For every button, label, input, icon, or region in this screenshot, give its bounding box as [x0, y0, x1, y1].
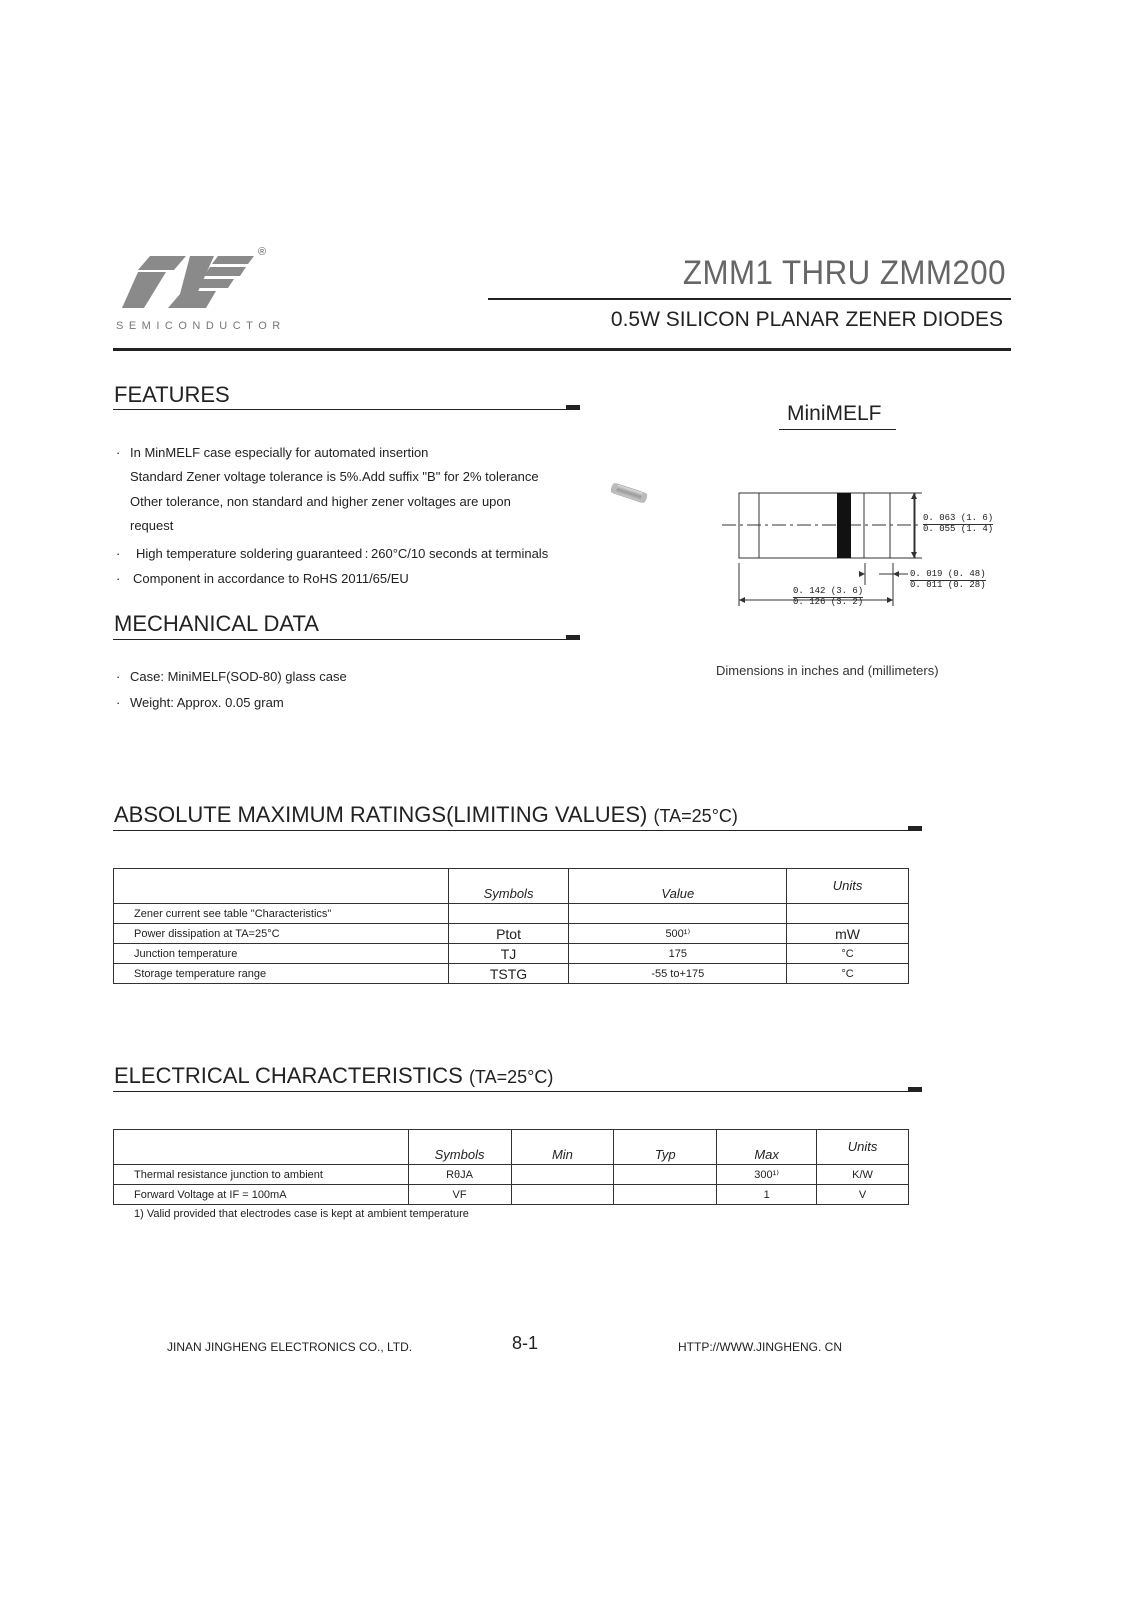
bullet-icon: ·	[116, 695, 121, 710]
dim-end-min: 0. 011 (0. 28)	[910, 580, 986, 590]
typ-cell	[614, 1185, 717, 1205]
features-rule-tab	[566, 405, 580, 410]
mechanical-rule-tab	[566, 635, 580, 640]
table-footnote: 1) Valid provided that electrodes case is kept at ambient temperature	[134, 1208, 469, 1220]
page-number: 8-1	[512, 1333, 539, 1353]
unit-cell: K/W	[817, 1165, 909, 1185]
min-cell	[511, 1165, 614, 1185]
unit-cell: °C	[787, 944, 909, 964]
table-header-row	[114, 869, 909, 904]
ratings-rule-tab	[908, 826, 922, 831]
bullet-icon: ·	[116, 571, 121, 586]
param-cell: Forward Voltage at IF = 100mA	[114, 1185, 409, 1205]
dim-diameter-min: 0. 055 (1. 4)	[923, 524, 994, 534]
typ-cell	[614, 1165, 717, 1185]
unit-cell: V	[817, 1185, 909, 1205]
feature-item: · Component in accordance to RoHS 2011/65/EU	[116, 571, 409, 586]
mechanical-item: · Case: MiniMELF(SOD-80) glass case	[116, 669, 347, 684]
symbol-cell: TSTG	[448, 964, 569, 984]
table-header-row	[114, 1130, 909, 1165]
header-cell: Max	[717, 1130, 817, 1165]
symbol-cell: Ptot	[448, 924, 569, 944]
header-cell: Units	[817, 1130, 909, 1165]
mechanical-item: · Weight: Approx. 0.05 gram	[116, 695, 284, 710]
header-cell: Value	[569, 869, 787, 904]
feature-item: Standard Zener voltage tolerance is 5%.Add suffix "B" for 2% tolerance	[130, 469, 539, 484]
header-rule	[113, 348, 1011, 351]
mechanical-heading: MECHANICAL DATA	[114, 611, 319, 636]
footer-company: JINAN JINGHENG ELECTRONICS CO., LTD.	[167, 1340, 413, 1354]
feature-item: · High temperature soldering guaranteed : 260°C/10 seconds at terminals	[116, 546, 549, 561]
header-cell: Symbols	[408, 1130, 511, 1165]
title-rule	[488, 298, 1011, 300]
brand-caption: SEMICONDUCTOR	[116, 320, 286, 332]
symbol-cell: VF	[408, 1185, 511, 1205]
param-cell: Thermal resistance junction to ambient	[114, 1165, 409, 1185]
feature-item: request	[130, 518, 174, 533]
ratings-heading: ABSOLUTE MAXIMUM RATINGS(LIMITING VALUES) (TA=25°C)	[114, 802, 738, 827]
dim-diameter-max: 0. 063 (1. 6)	[923, 513, 994, 523]
feature-item: · In MinMELF case especially for automated insertion	[116, 445, 429, 460]
header-cell: Symbols	[448, 869, 569, 904]
max-cell: 300¹⁾	[717, 1165, 817, 1185]
value-cell: 175	[569, 944, 787, 964]
dimension-note: Dimensions in inches and (millimeters)	[716, 663, 939, 678]
symbol-cell: RθJA	[408, 1165, 511, 1185]
header-cell: Typ	[614, 1130, 717, 1165]
param-cell: Zener current see table "Characteristics"	[114, 904, 449, 924]
header-cell: Units	[787, 869, 909, 904]
value-cell	[569, 904, 787, 924]
company-logo	[122, 256, 258, 308]
header-cell	[114, 869, 449, 904]
mechanical-rule	[113, 639, 580, 640]
features-heading: FEATURES	[114, 382, 230, 407]
dim-length-min: 0. 126 (3. 2)	[793, 597, 864, 607]
header-cell: Min	[511, 1130, 614, 1165]
param-cell: Storage temperature range	[114, 964, 449, 984]
bullet-icon: ·	[116, 546, 121, 561]
electrical-rule-tab	[908, 1087, 922, 1092]
value-cell: 500¹⁾	[569, 924, 787, 944]
electrical-heading: ELECTRICAL CHARACTERISTICS (TA=25°C)	[114, 1063, 554, 1088]
bullet-icon: ·	[116, 445, 121, 460]
table-row	[114, 964, 909, 984]
document-subtitle: 0.5W SILICON PLANAR ZENER DIODES	[610, 308, 1003, 331]
symbol-cell: TJ	[448, 944, 569, 964]
symbol-cell	[448, 904, 569, 924]
registered-mark: ®	[258, 246, 267, 258]
bullet-icon: ·	[116, 669, 121, 684]
ratings-rule	[113, 830, 922, 831]
header-cell	[114, 1130, 409, 1165]
document-title: ZMM1 THRU ZMM200	[682, 254, 1006, 292]
param-cell: Power dissipation at TA=25°C	[114, 924, 449, 944]
electrical-table	[113, 1129, 909, 1205]
dim-length-max: 0. 142 (3. 6)	[793, 586, 864, 596]
unit-cell: mW	[787, 924, 909, 944]
unit-cell: °C	[787, 964, 909, 984]
value-cell: -55 to+175	[569, 964, 787, 984]
footer-url[interactable]: HTTP://WWW.JINGHENG. CN	[678, 1340, 842, 1354]
electrical-rule	[113, 1091, 922, 1092]
package-name: MiniMELF	[787, 402, 882, 425]
table-row	[114, 924, 909, 944]
unit-cell	[787, 904, 909, 924]
package-name-rule	[779, 429, 896, 430]
table-row	[114, 904, 909, 924]
min-cell	[511, 1185, 614, 1205]
max-cell: 1	[717, 1185, 817, 1205]
table-row	[114, 1165, 909, 1185]
feature-item: Other tolerance, non standard and higher zener voltages are upon	[130, 494, 511, 509]
table-row	[114, 944, 909, 964]
dim-end-max: 0. 019 (0. 48)	[910, 569, 986, 579]
table-row	[114, 1185, 909, 1205]
features-rule	[113, 409, 580, 410]
param-cell: Junction temperature	[114, 944, 449, 964]
diode-photo	[608, 481, 650, 505]
ratings-table	[113, 868, 909, 984]
